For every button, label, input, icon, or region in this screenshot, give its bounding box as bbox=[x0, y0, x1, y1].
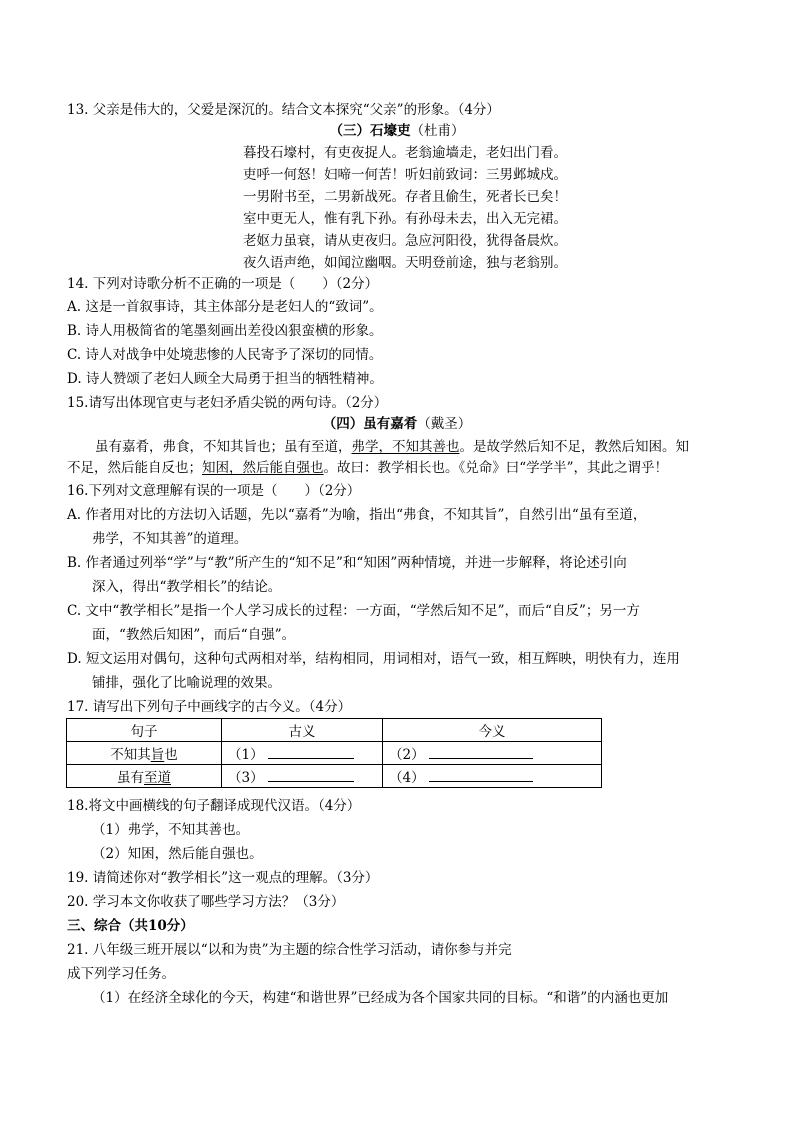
essay-paragraph-line-2: 不足，然后能自反也；知困，然后能自强也。故曰：教学相长也。《兑命》曰“学学半”，其此之谓乎！ bbox=[67, 460, 669, 476]
question-20: 20. 学习本文你收获了哪些学习方法？（3分） bbox=[67, 894, 345, 910]
underlined-sentence-2: 知困，然后能自强也 bbox=[202, 460, 324, 476]
question-16-option-c: C. 文中“教学相长”是指一个人学习成长的过程：一方面，“学然后知不足”，而后“自反”；另一方 bbox=[67, 603, 640, 619]
question-16-option-a: A. 作者用对比的方法切入话题，先以“嘉肴”为喻，指出“弗食，不知其旨”，自然引出“虽有至道， bbox=[67, 507, 647, 523]
section-3-heading: 三、综合（共10分） bbox=[67, 918, 194, 934]
table-row bbox=[67, 742, 602, 765]
answer-blank-1[interactable]: （1） bbox=[222, 742, 383, 765]
question-21-line-2: 成下列学习任务。 bbox=[67, 966, 175, 982]
question-14-option-b: B. 诗人用极简省的笔墨刻画出差役凶狠蛮横的形象。 bbox=[67, 323, 383, 339]
question-21-line-1: 21. 八年级三班开展以“以和为贵”为主题的综合性学习活动，请你参与并完 bbox=[67, 942, 512, 958]
essay-title: （四）虽有嘉肴 bbox=[322, 416, 418, 432]
vocab-table bbox=[66, 718, 602, 788]
poem-line: 吏呼一何怒！妇啼一何苦！听妇前致词：三男邺城戍。 bbox=[243, 167, 567, 183]
question-14-option-d: D. 诗人赞颂了老妇人顾全大局勇于担当的牺牲精神。 bbox=[67, 371, 383, 387]
poem-line: 室中更无人，惟有乳下孙。有孙母未去，出入无完裙。 bbox=[243, 211, 567, 227]
question-14-stem: 14. 下列对诗歌分析不正确的一项是（ ）（2分） bbox=[67, 276, 379, 292]
question-16-option-a-cont: 弗学，不知其善”的道理。 bbox=[92, 531, 248, 547]
question-16-option-d-cont: 铺排，强化了比喻说理的效果。 bbox=[92, 675, 281, 691]
question-14-option-c: C. 诗人对战争中处境悲惨的人民寄予了深切的同情。 bbox=[67, 347, 383, 363]
answer-blank-4[interactable]: （4） bbox=[383, 765, 602, 788]
essay-author: （戴圣） bbox=[417, 416, 472, 432]
question-19: 19. 请简述你对“教学相长”这一观点的理解。（3分） bbox=[67, 870, 379, 886]
table-cell-sentence: 不知其旨也 bbox=[67, 742, 222, 765]
question-18-item-1: （1）弗学，不知其善也。 bbox=[92, 822, 250, 838]
poem-line: 一男附书至，二男新战死。存者且偷生，死者长已矣！ bbox=[243, 189, 567, 205]
answer-blank-3[interactable]: （3） bbox=[222, 765, 383, 788]
poem-line: 夜久语声绝，如闻泣幽咽。天明登前途，独与老翁别。 bbox=[243, 255, 567, 271]
question-21-line-3: （1）在经济全球化的今天，构建“和谐世界”已经成为各个国家共同的目标。“和谐”的内涵也更加 bbox=[92, 990, 669, 1006]
table-cell-sentence: 虽有至道 bbox=[67, 765, 222, 788]
poem-line: 暮投石壕村，有吏夜捉人。老翁逾墙走，老妇出门看。 bbox=[243, 145, 567, 161]
question-16-option-c-cont: 面，“教然后知困”，而后“自强”。 bbox=[92, 627, 296, 643]
essay-paragraph-line-1: 虽有嘉肴，弗食，不知其旨也；虽有至道，弗学，不知其善也。是故学然后知不足，教然后知困。知 bbox=[95, 439, 689, 455]
question-16-option-b: B. 作者通过列举“学”与“教”所产生的“知不足”和“知困”两种情境，并进一步解释，将论述引向 bbox=[67, 555, 627, 571]
underlined-sentence-1: 弗学，不知其善也 bbox=[351, 439, 460, 455]
table-header: 今义 bbox=[383, 719, 602, 742]
question-16-option-d: D. 短文运用对偶句，这种句式两相对举，结构相同，用词相对，语气一致，相互辉映，明快有力，连用 bbox=[67, 651, 680, 667]
question-14-option-a: A. 这是一首叙事诗，其主体部分是老妇人的“致词”。 bbox=[67, 299, 383, 315]
question-17-stem: 17. 请写出下列句子中画线字的古今义。（4分） bbox=[67, 699, 352, 715]
question-16-stem: 16.下列对文意理解有误的一项是（ ）（2分） bbox=[67, 483, 361, 499]
table-header: 古义 bbox=[222, 719, 383, 742]
question-18-stem: 18.将文中画横线的句子翻译成现代汉语。（4分） bbox=[67, 798, 361, 814]
table-header: 句子 bbox=[67, 719, 222, 742]
question-15: 15.请写出体现官吏与老妇矛盾尖锐的两句诗。（2分） bbox=[67, 395, 388, 411]
question-16-option-b-cont: 深入，得出“教学相长”的结论。 bbox=[92, 579, 282, 595]
poem-heading bbox=[0, 122, 794, 140]
question-18-item-2: （2）知困，然后能自强也。 bbox=[92, 846, 263, 862]
answer-blank-2[interactable]: （2） bbox=[383, 742, 602, 765]
table-header-row bbox=[67, 719, 602, 742]
poem-title: （三）石壕吏 bbox=[329, 123, 411, 139]
table-row bbox=[67, 765, 602, 788]
poem-line: 老妪力虽衰，请从吏夜归。急应河阳役，犹得备晨炊。 bbox=[243, 233, 567, 249]
essay-heading bbox=[0, 415, 794, 433]
poem-author: （杜甫） bbox=[410, 123, 465, 139]
question-13: 13. 父亲是伟大的，父爱是深沉的。结合文本探究“父亲”的形象。（4分） bbox=[67, 102, 500, 118]
